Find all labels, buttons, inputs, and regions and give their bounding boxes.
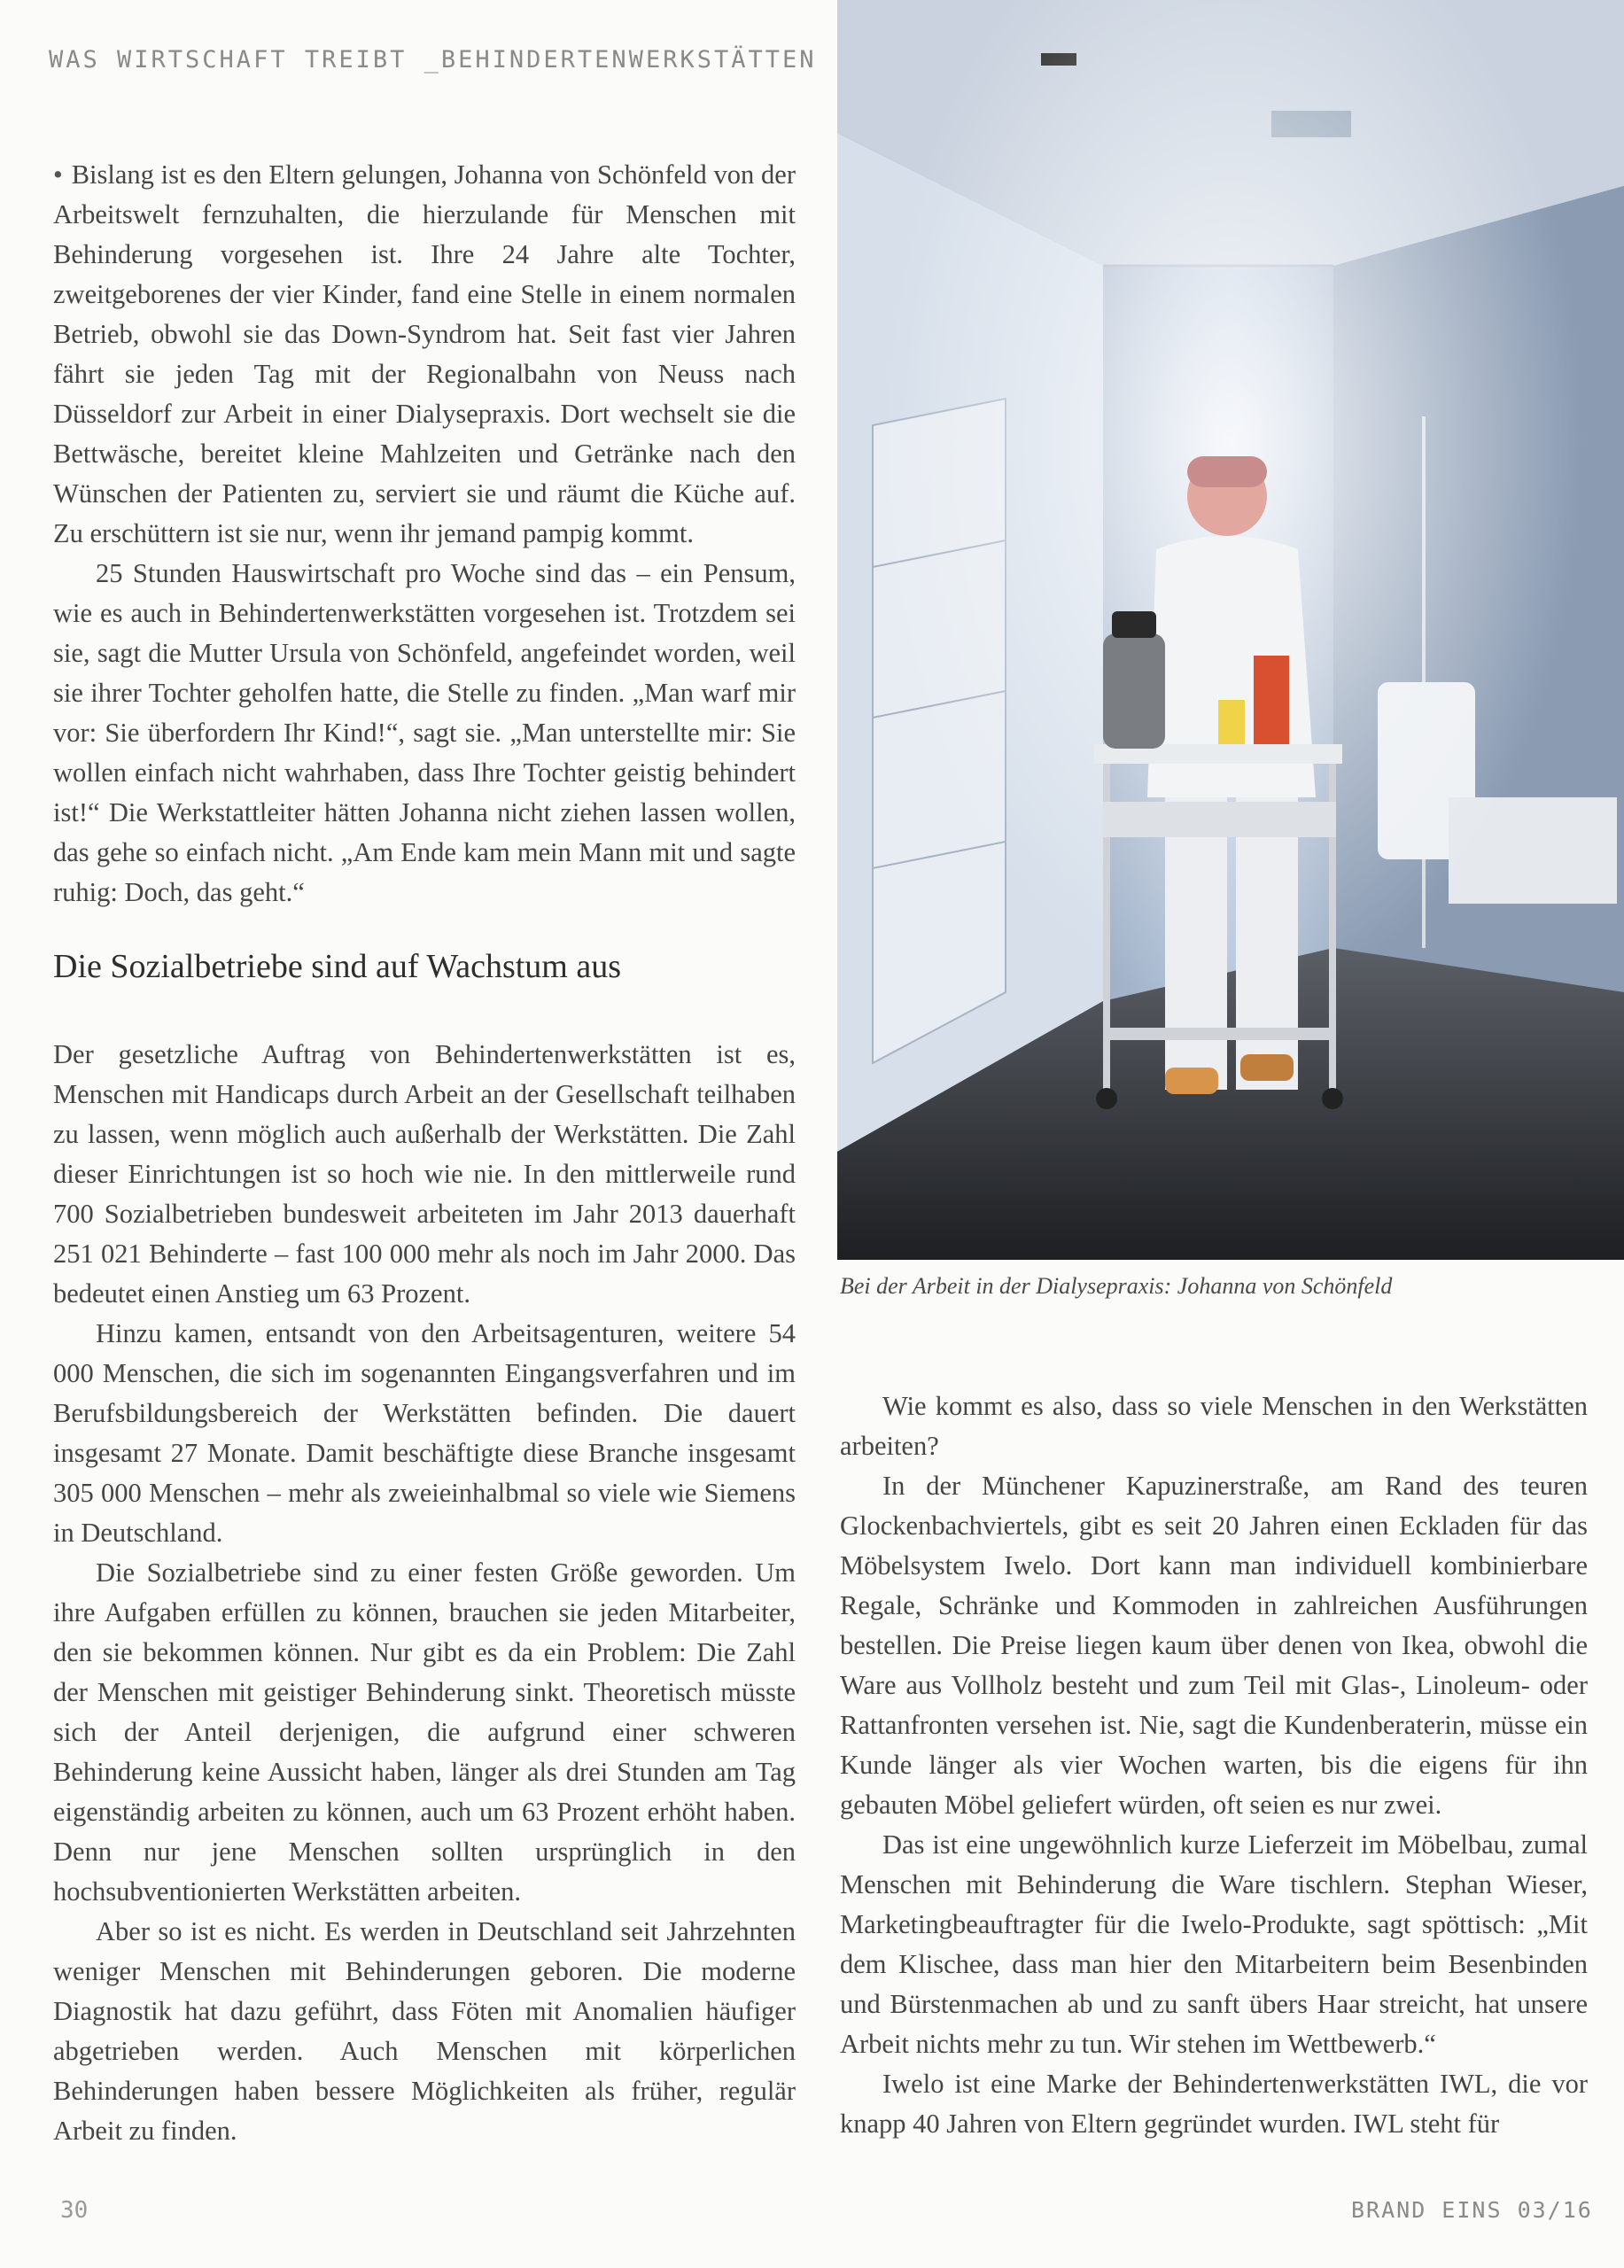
- paragraph: Das ist eine ungewöhnlich kurze Lieferzeit im Möbelbau, zumal Menschen mit Behinderung die Ware tischlern. Stephan Wieser, Marketingbeauftragter für die Iwelo-Produkte, sagt spöttisch: „Mit dem Klischee, dass man hier den Mitarbeitern beim Besenbinden und Bürstenmachen ab und zu sanft übers Haar streicht, hat unsere Arbeit nichts mehr zu tun. Wir stehen im Wettbewerb.“: [840, 1829, 1588, 2059]
- left-column-body: [53, 1035, 796, 2151]
- paragraph: Iwelo ist eine Marke der Behindertenwerkstätten IWL, die vor knapp 40 Jahren von Eltern gegründet wurden. IWL steht für: [840, 2069, 1588, 2139]
- section-heading: Die Sozialbetriebe sind auf Wachstum aus: [53, 948, 622, 985]
- article-photo: [837, 0, 1624, 1260]
- bullet-icon: •: [53, 159, 63, 190]
- photo-illustration: [837, 0, 1624, 1260]
- paragraph: Aber so ist es nicht. Es werden in Deutschland seit Jahrzehnten weniger Menschen mit Behinderungen geboren. Die moderne Diagnostik hat dazu geführt, dass Föten mit Anomalien häufiger abgetrieben werden. Auch Menschen mit körperlichen Behinderungen haben bessere Möglichkeiten als früher, regulär Arbeit zu finden.: [53, 1916, 796, 2146]
- paragraph: Wie kommt es also, dass so viele Menschen in den Werkstätten arbeiten?: [840, 1391, 1588, 1461]
- photo-caption: Bei der Arbeit in der Dialysepraxis: Johanna von Schönfeld: [840, 1273, 1393, 1299]
- magazine-issue: BRAND EINS 03/16: [1351, 2197, 1593, 2223]
- page-number: 30: [60, 2197, 89, 2224]
- paragraph: Hinzu kamen, entsandt von den Arbeitsagenturen, weitere 54 000 Menschen, die sich im sogenannten Eingangsverfahren und im Berufsbildungsbereich der Werkstätten befinden. Die dauert insgesamt 27 Monate. Damit beschäftigte diese Branche insgesamt 305 000 Menschen – mehr als zweieinhalbmal so viele wie Siemens in Deutschland.: [53, 1318, 796, 1548]
- intro-column: [53, 155, 796, 913]
- paragraph: In der Münchener Kapuzinerstraße, am Rand des teuren Glockenbachviertels, gibt es seit 20 Jahren einen Eckladen für das Möbelsystem Iwelo. Dort kann man individuell kombinierbare Regale, Schränke und Kommoden in zahlreichen Ausführungen bestellen. Die Preise liegen kaum über denen von Ikea, obwohl die Ware aus Vollholz besteht und zum Teil mit Glas-, Linoleum- oder Rattanfronten versehen ist. Nie, sagt die Kundenberaterin, müsse ein Kunde länger als vier Wochen warten, bis die eigens für ihn gebauten Möbel geliefert würden, oft seien es nur zwei.: [840, 1471, 1588, 1820]
- right-column-body: [840, 1386, 1588, 2144]
- running-header: WAS WIRTSCHAFT TREIBT _BEHINDERTENWERKSTÄTTEN: [49, 46, 817, 74]
- paragraph: Der gesetzliche Auftrag von Behindertenwerkstätten ist es, Menschen mit Handicaps durch Arbeit an der Gesellschaft teilhaben zu lassen, wenn möglich auch außerhalb der Werkstätten. Die Zahl dieser Einrichtungen ist so hoch wie nie. In den mittlerweile rund 700 Sozialbetrieben bundesweit arbeiteten im Jahr 2013 dauerhaft 251 021 Behinderte – fast 100 000 mehr als noch im Jahr 2000. Das bedeutet einen Anstieg um 63 Prozent.: [53, 1039, 796, 1309]
- paragraph-intro: • Bislang ist es den Eltern gelungen, Johanna von Schönfeld von der Arbeitswelt fernzuhalten, die hierzulande für Menschen mit Behinderung vorgesehen ist. Ihre 24 Jahre alte Tochter, zweitgeborenes der vier Kinder, fand eine Stelle in einem normalen Betrieb, obwohl sie das Down-Syndrom hat. Seit fast vier Jahren fährt sie jeden Tag mit der Regionalbahn von Neuss nach Düsseldorf zur Arbeit in einer Dialysepraxis. Dort wechselt sie die Bettwäsche, bereitet kleine Mahlzeiten und Getränke nach den Wünschen der Patienten zu, serviert sie und räumt die Küche auf. Zu erschüttern ist sie nur, wenn ihr jemand pampig kommt.: [53, 159, 796, 548]
- paragraph: Die Sozialbetriebe sind zu einer festen Größe geworden. Um ihre Aufgaben erfüllen zu können, brauchen sie jeden Mitarbeiter, den sie bekommen können. Nur gibt es da ein Problem: Die Zahl der Menschen mit geistiger Behinderung sinkt. Theoretisch müsste sich der Anteil derjenigen, die aufgrund einer schweren Behinderung keine Aussicht haben, länger als drei Stunden am Tag eigenständig arbeiten zu können, auch um 63 Prozent erhöht haben. Denn nur jene Menschen sollten ursprünglich in den hochsubventionierten Werkstätten arbeiten.: [53, 1557, 796, 1907]
- paragraph: 25 Stunden Hauswirtschaft pro Woche sind das – ein Pensum, wie es auch in Behindertenwerkstätten vorgesehen ist. Trotzdem sei sie, sagt die Mutter Ursula von Schönfeld, angefeindet worden, weil sie ihrer Tochter geholfen hatte, die Stelle zu finden. „Man warf mir vor: Sie überfordern Ihr Kind!“, sagt sie. „Man unterstellte mir: Sie wollen einfach nicht wahrhaben, dass Ihre Tochter geistig behindert ist!“ Die Werkstattleiter hätten Johanna nicht ziehen lassen wollen, das gehe so einfach nicht. „Am Ende kam mein Mann mit und sagte ruhig: Doch, das geht.“: [53, 558, 796, 907]
